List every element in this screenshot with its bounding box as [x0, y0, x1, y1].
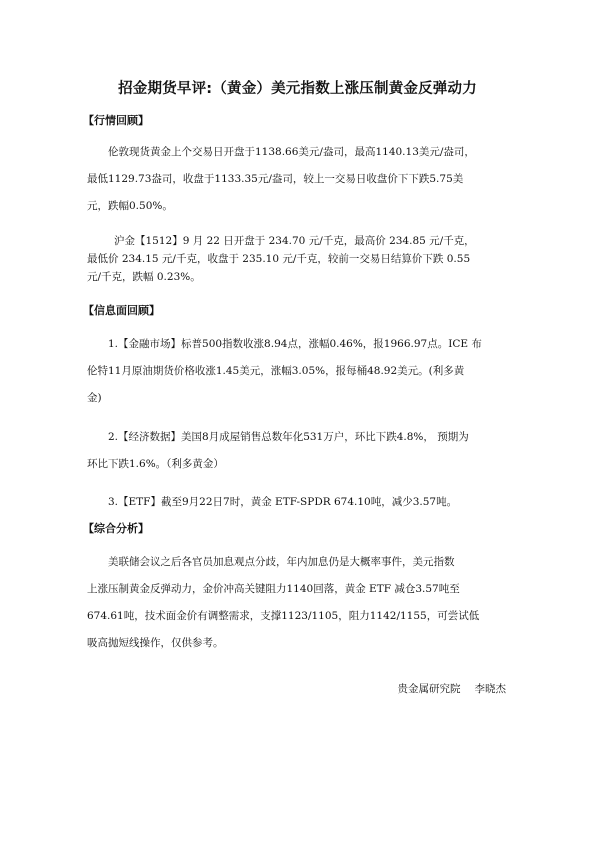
section-heading-analysis: 【综合分析】 [83, 522, 149, 535]
text-line: 金) [87, 392, 102, 404]
paragraph-etf [87, 489, 509, 516]
text-line: 伦敦现货黄金上个交易日开盘于1138.66美元/盎司，最高1140.13美元/盎司， [108, 146, 475, 158]
text-line: 上涨压制黄金反弹动力，金价冲高关键阻力1140回落，黄金 ETF 减仓3.57吨至 [87, 583, 460, 595]
text-line: 674.61吨，技术面金价有调整需求，支撑1123/1105，阻力1142/1155，可尝试低 [87, 610, 480, 622]
paragraph-analysis [87, 549, 509, 657]
section-heading-news-review: 【信息面回顾】 [83, 304, 160, 317]
text-line: 最低价 234.15 元/千克，收盘于 235.10 元/千克，较前一交易日结算价下跌 0.55 [87, 253, 471, 265]
text-line: 元，跌幅0.50%。 [87, 200, 173, 212]
signature-author: 李晓杰 [474, 683, 506, 695]
page-title: 招金期货早评:（黄金）美元指数上涨压制黄金反弹动力 [118, 81, 477, 97]
paragraph-london-gold [87, 139, 509, 220]
signature-org: 贵金属研究院 [397, 683, 461, 695]
text-line: 伦特11月原油期货价格收涨1.45美元，涨幅3.05%，报每桶48.92美元。(利多黄 [87, 365, 465, 377]
text-line: 1.【金融市场】标普500指数收涨8.94点，涨幅0.46%，报1966.97点。ICE 布 [108, 338, 482, 350]
section-heading-market-review: 【行情回顾】 [83, 114, 149, 127]
text-line: 美联储会议之后各官员加息观点分歧，年内加息仍是大概率事件，美元指数 [108, 556, 455, 568]
text-line: 环比下跌1.6%。（利多黄金） [87, 458, 224, 470]
text-line: 沪金【1512】9 月 22 日开盘于 234.70 元/千克，最高价 234.85 元/千克， [114, 235, 475, 247]
paragraph-financial-markets [87, 331, 509, 412]
text-line: 2.【经济数据】美国8月成屋销售总数年化531万户，环比下跌4.8%， 预期为 [108, 431, 469, 443]
text-line: 元/千克，跌幅 0.23%。 [87, 271, 201, 283]
paragraph-economic-data [87, 424, 509, 478]
text-line: 3.【ETF】截至9月22日7时，黄金 ETF-SPDR 674.10吨，减少3.57吨。 [108, 496, 458, 508]
signature [398, 681, 507, 696]
text-line: 吸高抛短线操作，仅供参考。 [87, 637, 224, 649]
text-line: 最低1129.73盎司，收盘于1133.35元/盎司，较上一交易日收盘价下下跌5.75美 [87, 173, 464, 185]
paragraph-shanghai-gold [87, 232, 509, 286]
